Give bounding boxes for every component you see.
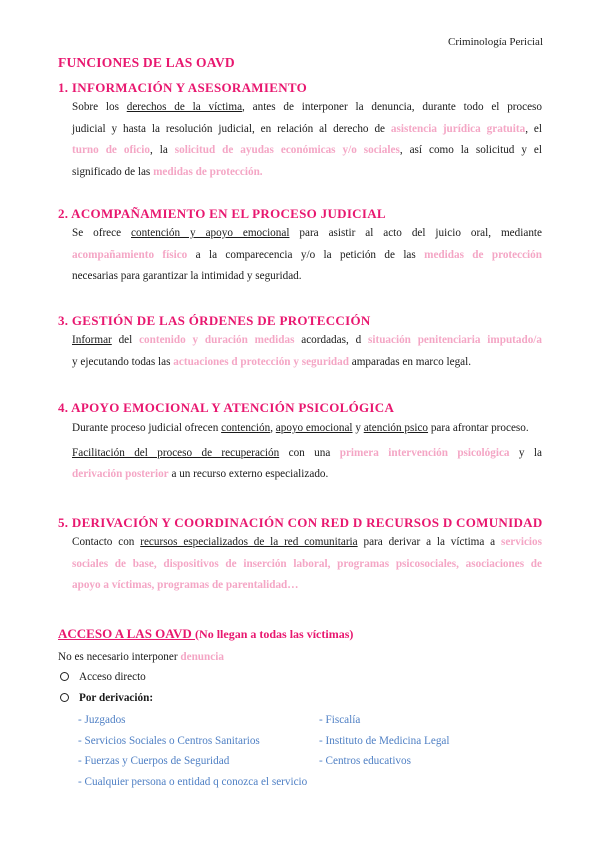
s1-line-1: Sobre los derechos de la víctima, antes de interponer la denuncia, durante todo el proceso: [72, 101, 542, 113]
access-note: (No llegan a todas las víctimas): [195, 627, 354, 641]
document-title: FUNCIONES DE LAS OAVD: [58, 55, 235, 70]
s2-line-2: acompañamiento físico a la comparecencia y/o la petición de las medidas de protección: [72, 248, 542, 261]
derivation-left-2: - Servicios Sociales o Centros Sanitarios: [78, 735, 260, 747]
access-option-derivation: Por derivación:: [60, 692, 153, 704]
section-2-title: 2. ACOMPAÑAMIENTO EN EL PROCESO JUDICIAL: [58, 206, 386, 221]
s5-line-1: Contacto con recursos especializados de la red comunitaria para derivar a la víctima a servicios: [72, 536, 542, 548]
s3-line-2: y ejecutando todas las actuaciones d protección y seguridad amparadas en marco legal.: [72, 355, 472, 368]
section-5-title: 5. DERIVACIÓN Y COORDINACIÓN CON RED D RECURSOS D COMUNIDAD: [58, 515, 543, 530]
s1-line-4: significado de las medidas de protección.: [72, 165, 263, 178]
derivation-right-3: - Centros educativos: [319, 755, 411, 767]
derivation-left-4: - Cualquier persona o entidad q conozca el servicio: [78, 776, 308, 788]
s5-line-3: apoyo a víctimas, programas de parentalidad…: [72, 579, 299, 591]
s1-line-3: turno de oficio, la solicitud de ayudas económicas y/o sociales, así como la solicitud y el: [72, 144, 542, 156]
s5-line-2: sociales de base, dispositivos de inserción laboral, programas psicosociales, asociaciones de: [72, 557, 542, 570]
section-3-body: [72, 330, 542, 373]
derivation-left-1: - Juzgados: [78, 714, 126, 726]
section-3-title: 3. GESTIÓN DE LAS ÓRDENES DE PROTECCIÓN: [58, 313, 371, 328]
section-2-body: [72, 223, 542, 288]
s1-line-2: judicial y hasta la resolución judicial, en relación al derecho de asistencia jurídica gratuita, el: [72, 122, 542, 135]
circle-bullet-icon: [60, 672, 69, 681]
circle-bullet-icon: [60, 693, 69, 702]
section-1-title: 1. INFORMACIÓN Y ASESORAMIENTO: [58, 80, 308, 95]
access-title: ACCESO A LAS OAVD (No llegan a todas las víctimas): [58, 626, 354, 641]
s2-line-3: necesarias para garantizar la intimidad y seguridad.: [72, 270, 302, 282]
derivation-left-3: - Fuerzas y Cuerpos de Seguridad: [78, 755, 230, 767]
s4-line-2: Facilitación del proceso de recuperación con una primera intervención psicológica y la: [72, 446, 543, 459]
section-1-body: [72, 97, 542, 183]
derivation-right-2: - Instituto de Medicina Legal: [319, 735, 450, 747]
section-5-body: [72, 532, 542, 597]
section-4-title: 4. APOYO EMOCIONAL Y ATENCIÓN PSICOLÓGICA: [58, 400, 395, 415]
s4-line-3: derivación posterior a un recurso externo especializado.: [72, 468, 329, 480]
section-4-body: [72, 418, 542, 486]
s3-line-1: Informar del contenido y duración medidas acordadas, d situación penitenciaria imputado/a: [72, 334, 543, 346]
s2-line-1: Se ofrece contención y apoyo emocional para asistir al acto del juicio oral, mediante: [72, 227, 542, 239]
derivation-right-1: - Fiscalía: [319, 714, 361, 726]
page-header: Criminología Pericial: [447, 36, 543, 48]
access-option-direct: Acceso directo: [60, 671, 146, 683]
s4-line-1: Durante proceso judicial ofrecen contención, apoyo emocional y atención psico para afrontar proceso.: [72, 422, 529, 434]
access-line-1: No es necesario interponer denuncia: [58, 651, 224, 663]
